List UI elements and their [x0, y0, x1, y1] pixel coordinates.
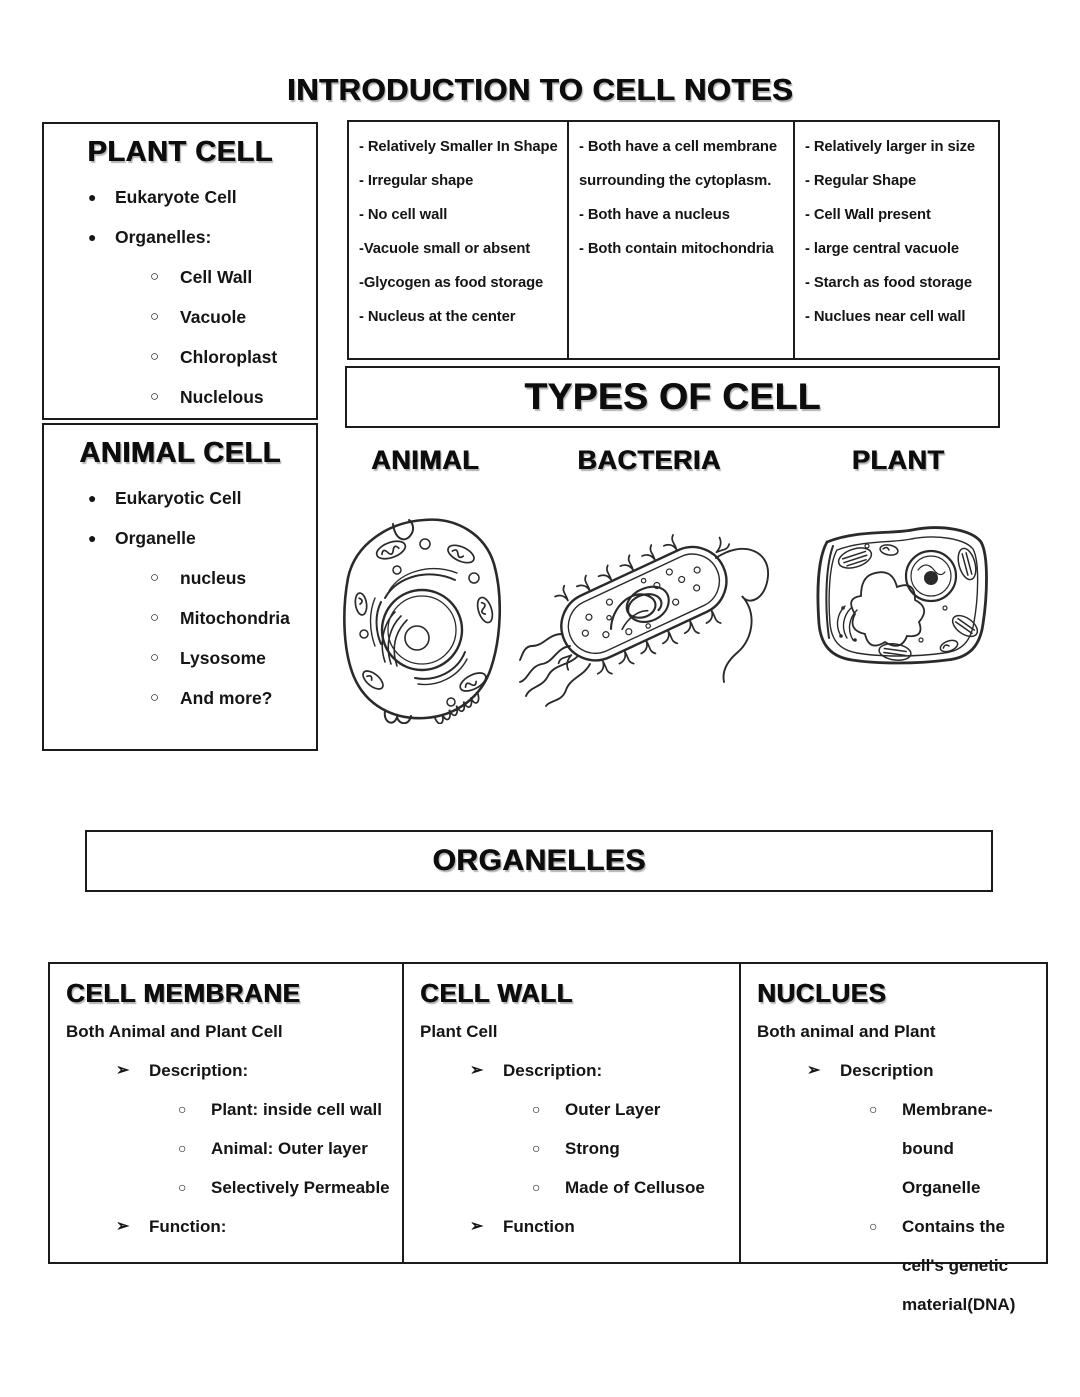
- list-item: [420, 1090, 729, 1129]
- list-item-label: Organelle: [115, 528, 196, 548]
- plant-cell-title: PLANT CELL: [87, 136, 273, 168]
- arrow-bullet-icon: ➢: [470, 1062, 484, 1079]
- comparison-line: - Regular Shape: [805, 173, 917, 189]
- bullet-circle-icon: ○: [532, 1101, 541, 1117]
- list-item: [44, 598, 316, 638]
- bullet-circle-icon: ○: [150, 609, 160, 626]
- list-item: [420, 1129, 729, 1168]
- bullet-circle-icon: ○: [869, 1101, 878, 1117]
- list-item: [66, 1129, 392, 1168]
- list-item: [66, 1207, 392, 1246]
- comparison-line: - Both have a nucleus: [579, 207, 730, 223]
- bullet-circle-icon: ○: [150, 649, 160, 666]
- list-item-label: Eukaryotic Cell: [115, 488, 242, 508]
- comparison-line: - Relatively Smaller In Shape: [359, 139, 558, 155]
- list-item: [66, 1090, 392, 1129]
- list-item: [757, 1051, 1036, 1090]
- comparison-column-plant: [793, 122, 998, 358]
- cell-wall-column: [402, 964, 739, 1262]
- plant-cell-box: [42, 122, 318, 420]
- comparison-line: - Relatively larger in size: [805, 139, 976, 155]
- comparison-line: - Cell Wall present: [805, 207, 931, 223]
- animal-cell-title: ANIMAL CELL: [79, 437, 281, 469]
- comparison-table: [347, 120, 1000, 360]
- label-plant: PLANT: [851, 445, 945, 475]
- organelle-table: [48, 962, 1048, 1314]
- comparison-line: - Starch as food storage: [805, 275, 972, 291]
- list-item: [44, 337, 316, 377]
- label-bacteria: BACTERIA: [577, 445, 721, 475]
- list-item: [44, 177, 316, 217]
- list-item-label: Strong: [565, 1139, 620, 1158]
- organelles-banner: [85, 830, 993, 892]
- column-title: CELL WALL: [420, 978, 573, 1008]
- column-subtitle: Both Animal and Plant Cell: [66, 1022, 283, 1041]
- arrow-bullet-icon: ➢: [470, 1218, 484, 1235]
- bullet-circle-icon: ○: [150, 388, 160, 405]
- list-item: [44, 678, 316, 718]
- plant-cell-diagram: [797, 512, 997, 690]
- list-item-label: Membrane-bound Organelle: [902, 1100, 993, 1197]
- list-item-label: Selectively Permeable: [211, 1178, 390, 1197]
- cell-membrane-column: [50, 964, 402, 1262]
- list-item-label: Description:: [149, 1061, 249, 1080]
- list-item: [44, 377, 316, 417]
- list-item-label: Contains the cell's genetic material(DNA): [902, 1217, 1016, 1314]
- arrow-bullet-icon: ➢: [116, 1062, 130, 1079]
- nucleus-column: [739, 964, 1046, 1314]
- list-item-label: Description:: [503, 1061, 603, 1080]
- comparison-line: - Irregular shape: [359, 173, 474, 189]
- list-item-label: Function: [503, 1217, 575, 1236]
- list-item: [420, 1168, 729, 1207]
- list-item-label: Animal: Outer layer: [211, 1139, 368, 1158]
- bullet-circle-icon: ○: [178, 1140, 187, 1156]
- plant-cell-list: [44, 177, 316, 417]
- comparison-line: - No cell wall: [359, 207, 448, 223]
- list-item: [44, 217, 316, 257]
- list-item: [44, 257, 316, 297]
- bullet-circle-icon: ○: [532, 1179, 541, 1195]
- bullet-dot-icon: ●: [88, 530, 97, 546]
- list-item: [44, 518, 316, 558]
- comparison-line: - Nucleus at the center: [359, 309, 516, 325]
- list-item-label: Made of Cellusoe: [565, 1178, 705, 1197]
- list-item: [420, 1207, 729, 1246]
- comparison-line: - Nuclues near cell wall: [805, 309, 966, 325]
- page-title: INTRODUCTION TO CELL NOTES: [286, 72, 794, 107]
- list-item-label: Lysosome: [180, 648, 266, 668]
- list-item-label: nucleus: [180, 568, 247, 588]
- list-item-label: Eukaryote Cell: [115, 187, 237, 207]
- column-subtitle: Both animal and Plant: [757, 1022, 936, 1041]
- list-item: [44, 478, 316, 518]
- comparison-line: -Vacuole small or absent: [359, 241, 531, 257]
- bullet-dot-icon: ●: [88, 229, 97, 245]
- list-item-label: Mitochondria: [180, 608, 290, 628]
- list-item-label: Plant: inside cell wall: [211, 1100, 382, 1119]
- bullet-circle-icon: ○: [150, 268, 160, 285]
- label-animal: ANIMAL: [371, 445, 479, 475]
- comparison-line: - large central vacuole: [805, 241, 959, 257]
- organelles-title: ORGANELLES: [432, 844, 646, 877]
- comparison-column-both: [567, 122, 793, 358]
- list-item: [757, 1207, 1036, 1324]
- types-of-cell-banner: [345, 366, 1000, 428]
- list-item: [66, 1168, 392, 1207]
- bullet-circle-icon: ○: [150, 348, 160, 365]
- column-title: CELL MEMBRANE: [66, 978, 301, 1008]
- comparison-line: -Glycogen as food storage: [359, 275, 544, 291]
- comparison-line: - Both have a cell membrane: [579, 139, 777, 155]
- list-item-label: Chloroplast: [180, 347, 278, 367]
- types-of-cell-title: TYPES OF CELL: [524, 376, 821, 417]
- bullet-circle-icon: ○: [150, 308, 160, 325]
- list-item: [420, 1051, 729, 1090]
- bullet-circle-icon: ○: [532, 1140, 541, 1156]
- bullet-circle-icon: ○: [150, 569, 160, 586]
- list-item-label: Vacuole: [180, 307, 247, 327]
- list-item: [757, 1090, 1036, 1207]
- bullet-circle-icon: ○: [150, 689, 160, 706]
- bullet-circle-icon: ○: [869, 1218, 878, 1234]
- list-item-label: Nuclelous: [180, 387, 264, 407]
- bullet-dot-icon: ●: [88, 490, 97, 506]
- bullet-dot-icon: ●: [88, 189, 97, 205]
- bullet-circle-icon: ○: [178, 1179, 187, 1195]
- animal-cell-list: [44, 478, 316, 718]
- list-item-label: And more?: [180, 688, 273, 708]
- arrow-bullet-icon: ➢: [807, 1062, 821, 1079]
- arrow-bullet-icon: ➢: [116, 1218, 130, 1235]
- animal-cell-box: [42, 423, 318, 751]
- comparison-column-animal: [349, 122, 567, 358]
- bacteria-cell-diagram: [518, 498, 778, 710]
- column-subtitle: Plant Cell: [420, 1022, 498, 1041]
- list-item: [44, 297, 316, 337]
- list-item-label: Organelles:: [115, 227, 212, 247]
- list-item-label: Function:: [149, 1217, 227, 1236]
- comparison-line: surrounding the cytoplasm.: [579, 173, 772, 189]
- bullet-circle-icon: ○: [178, 1101, 187, 1117]
- list-item-label: Cell Wall: [180, 267, 253, 287]
- column-title: NUCLUES: [757, 978, 887, 1008]
- list-item: [66, 1051, 392, 1090]
- comparison-line: - Both contain mitochondria: [579, 241, 774, 257]
- animal-cell-diagram: [333, 512, 516, 724]
- list-item: [44, 558, 316, 598]
- list-item-label: Outer Layer: [565, 1100, 661, 1119]
- list-item: [44, 638, 316, 678]
- list-item-label: Description: [840, 1061, 934, 1080]
